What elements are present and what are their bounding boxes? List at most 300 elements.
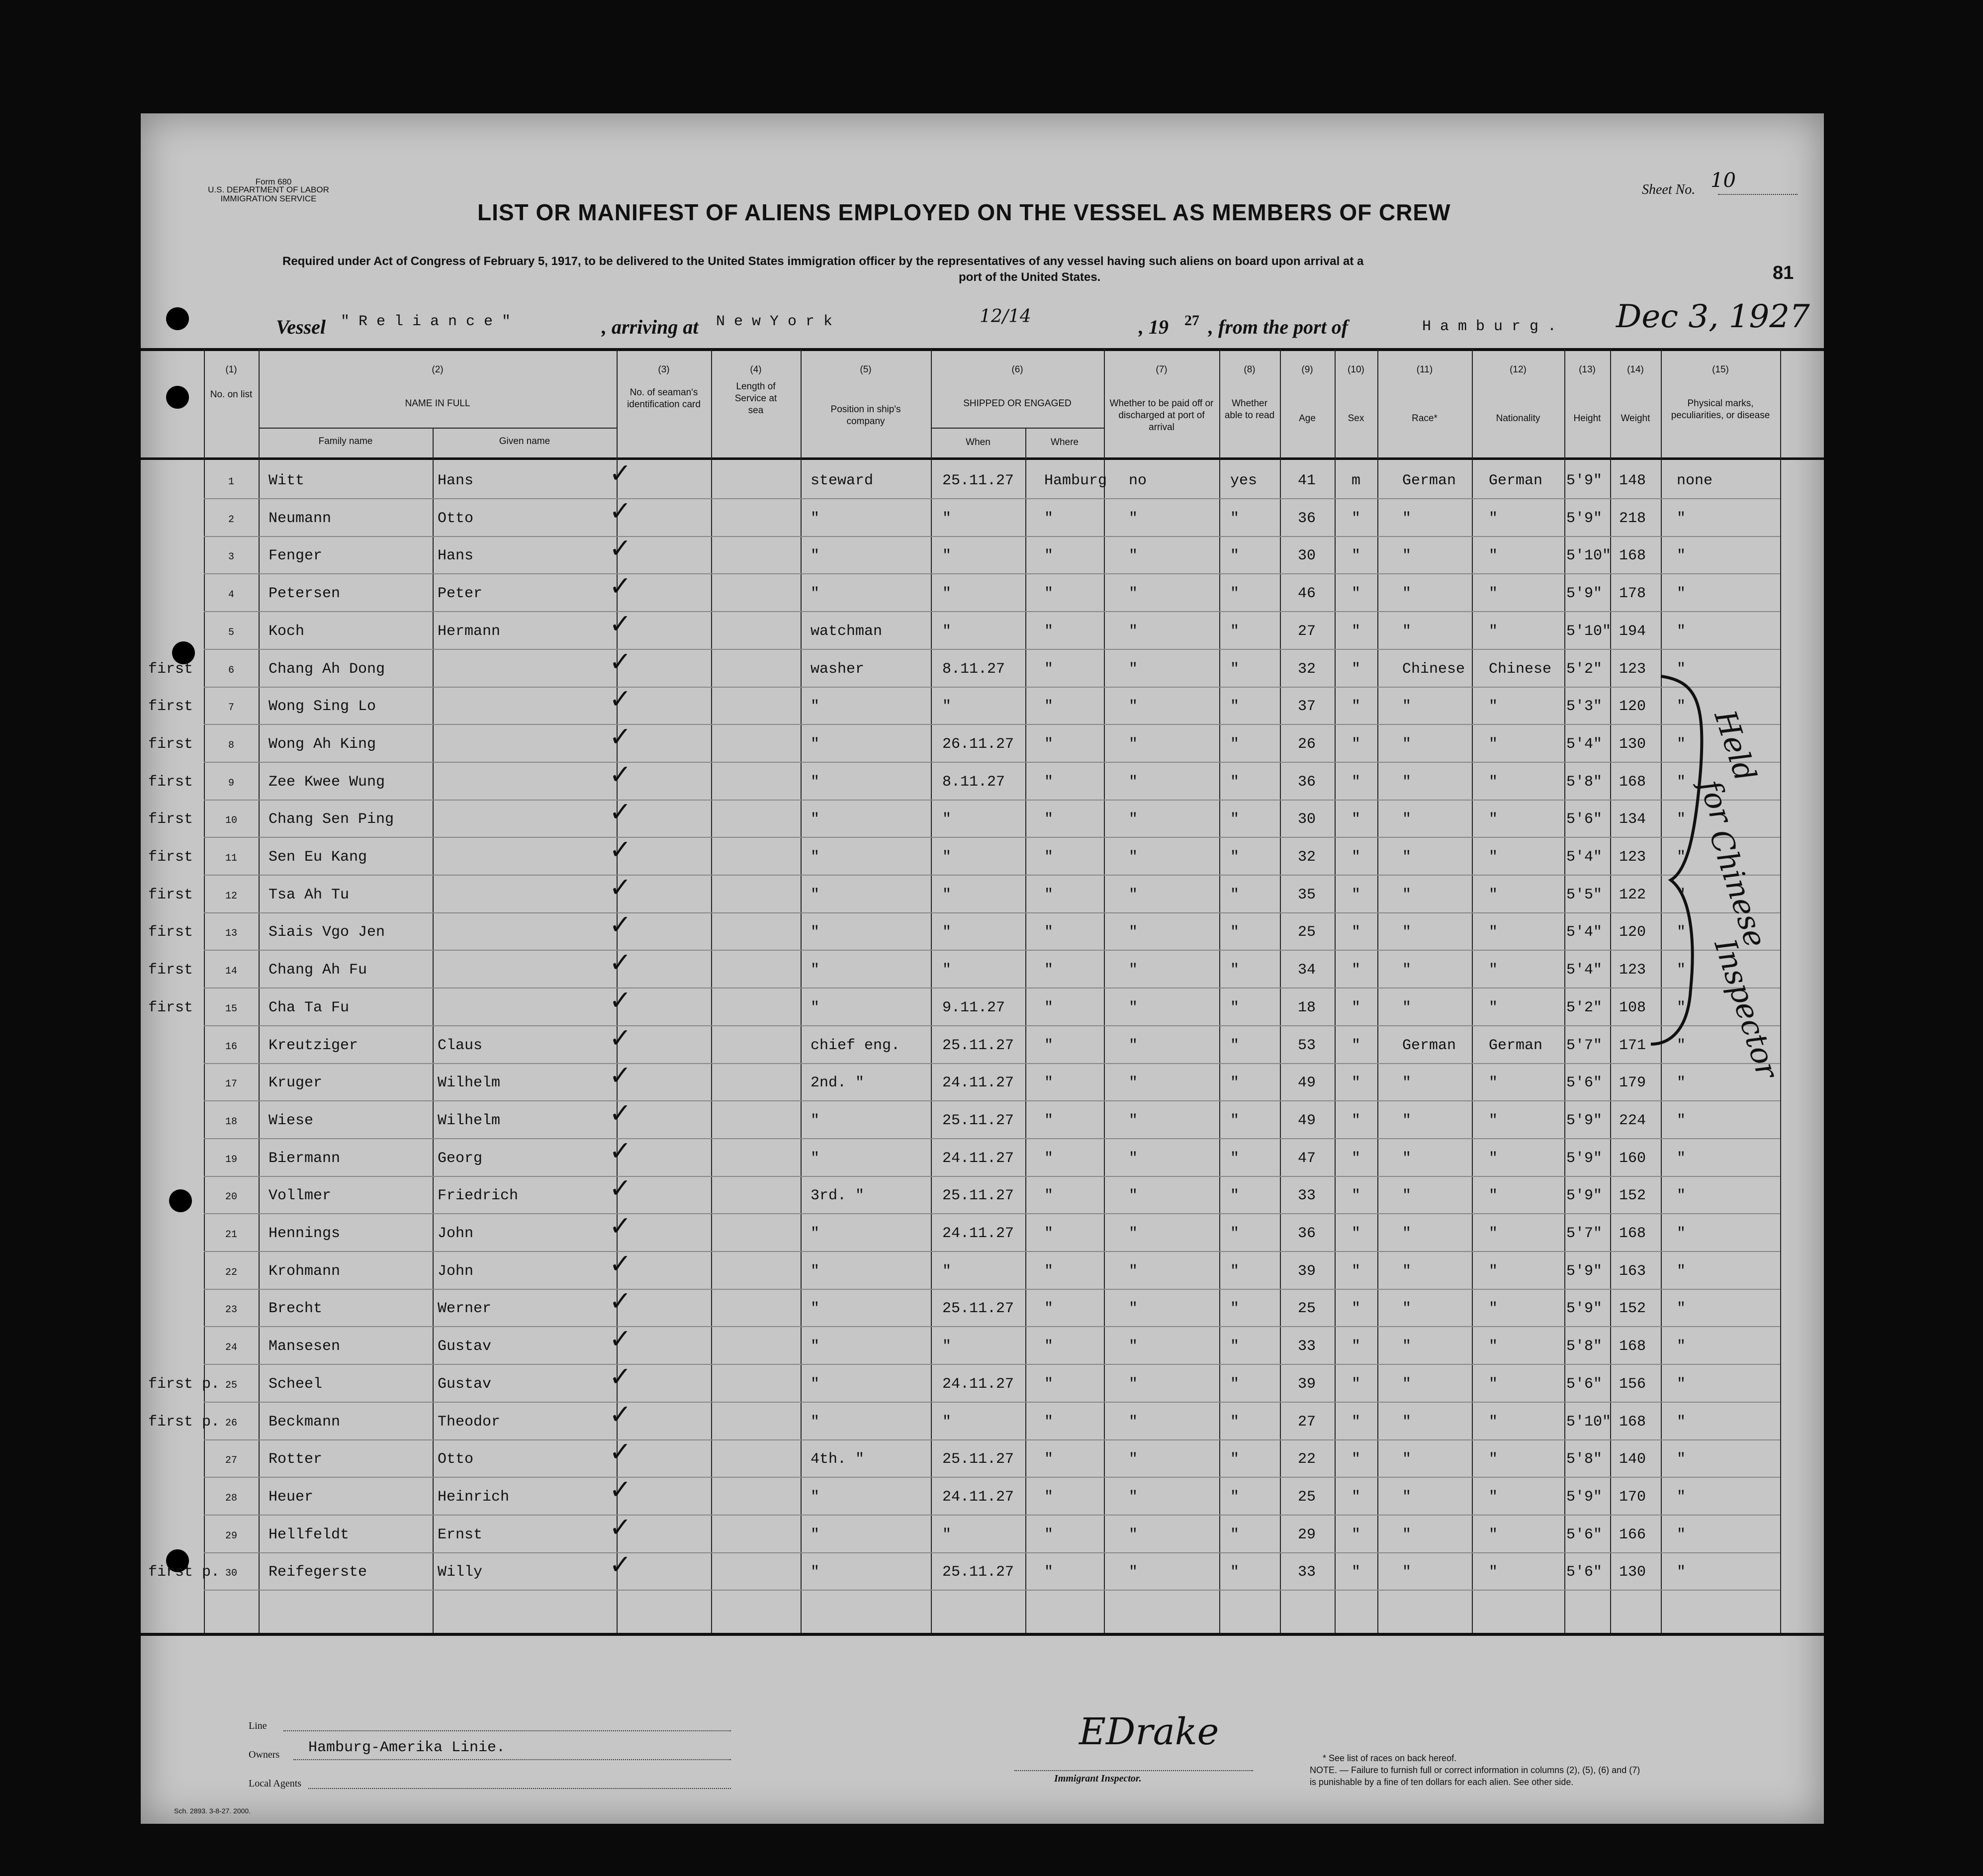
row-shipped-when: 26.11.27 — [942, 736, 1014, 753]
col-10-header: Sex — [1348, 413, 1364, 424]
row-family-name: Tsa Ah Tu — [269, 887, 350, 903]
row-able-to-read: " — [1230, 1564, 1240, 1581]
row-weight: 108 — [1619, 999, 1646, 1016]
id-card-check-icon: ✓ — [609, 1172, 632, 1204]
row-shipped-when: 25.11.27 — [942, 1112, 1014, 1129]
row-weight: 152 — [1619, 1187, 1646, 1204]
row-number: 4 — [228, 589, 234, 601]
row-rule — [204, 649, 1780, 650]
row-paid-off: " — [1129, 1112, 1138, 1129]
line-field — [283, 1730, 731, 1731]
row-given-name: Gustav — [438, 1338, 492, 1355]
id-card-check-icon: ✓ — [609, 834, 632, 865]
row-race: " — [1402, 1451, 1412, 1468]
row-sex: " — [1352, 1564, 1361, 1581]
row-rule — [204, 1289, 1780, 1290]
row-physical-marks: none — [1677, 472, 1713, 489]
row-margin-mark: first p. — [148, 1564, 220, 1581]
row-family-name: Petersen — [269, 585, 341, 602]
row-rule — [204, 1063, 1780, 1064]
row-position: " — [811, 736, 820, 753]
row-shipped-where: " — [1044, 623, 1054, 640]
id-card-check-icon: ✓ — [609, 1135, 632, 1166]
row-nationality: " — [1489, 510, 1498, 527]
id-card-check-icon: ✓ — [609, 759, 632, 790]
row-able-to-read: " — [1230, 1225, 1240, 1242]
row-rule — [204, 1515, 1780, 1516]
table-bottom-rule — [141, 1633, 1824, 1636]
row-able-to-read: " — [1230, 1074, 1240, 1091]
row-given-name: Otto — [438, 510, 474, 527]
col-6-where-header: Where — [1051, 437, 1079, 447]
row-position: " — [811, 1112, 820, 1129]
row-shipped-when: 25.11.27 — [942, 1564, 1014, 1581]
row-number: 22 — [225, 1267, 237, 1278]
row-height: 5'9" — [1566, 1187, 1603, 1204]
row-able-to-read: " — [1230, 924, 1240, 941]
row-weight: 168 — [1619, 547, 1646, 564]
row-position: " — [811, 1376, 820, 1393]
row-height: 5'9" — [1566, 1112, 1603, 1129]
department-name: U.S. DEPARTMENT OF LABOR — [208, 185, 329, 194]
row-nationality: German — [1489, 1037, 1543, 1054]
row-able-to-read: " — [1230, 1150, 1240, 1167]
row-able-to-read: " — [1230, 849, 1240, 866]
table-top-rule — [141, 348, 1824, 351]
row-race: " — [1402, 585, 1412, 602]
row-number: 23 — [225, 1304, 237, 1316]
row-position: " — [811, 1414, 820, 1430]
side-note-line-3: Chinese — [1702, 825, 1773, 952]
id-card-check-icon: ✓ — [609, 1361, 632, 1392]
row-nationality: " — [1489, 811, 1498, 828]
col-13-header: Height — [1573, 413, 1601, 424]
inspector-signature: EDrake — [1079, 1710, 1219, 1753]
subheader-divider — [931, 428, 1104, 429]
row-weight: 134 — [1619, 811, 1646, 828]
row-physical-marks: " — [1677, 1112, 1686, 1129]
col-1-header: No. on list — [210, 389, 253, 400]
col-2-header: NAME IN FULL — [405, 398, 470, 409]
row-height: 5'8" — [1566, 774, 1603, 791]
row-age: 30 — [1298, 547, 1316, 564]
row-family-name: Zee Kwee Wung — [269, 774, 385, 791]
row-sex: " — [1352, 849, 1361, 866]
owners-value: Hamburg-Amerika Linie. — [308, 1739, 506, 1756]
row-nationality: " — [1489, 1451, 1498, 1468]
row-given-name: John — [438, 1225, 474, 1242]
row-shipped-when: " — [942, 1263, 952, 1280]
id-card-check-icon: ✓ — [609, 1060, 632, 1091]
row-paid-off: " — [1129, 1263, 1138, 1280]
row-given-name: Heinrich — [438, 1489, 510, 1506]
row-number: 11 — [225, 853, 237, 864]
row-rule — [204, 1552, 1780, 1553]
col-14-header: Weight — [1621, 413, 1650, 424]
col-2-number: (2) — [432, 364, 444, 375]
row-number: 19 — [225, 1154, 237, 1165]
row-given-name: Wilhelm — [438, 1112, 501, 1129]
row-rule — [204, 875, 1780, 876]
row-rule — [204, 912, 1780, 913]
arrival-port: N e w Y o r k — [716, 313, 833, 330]
row-rule — [204, 536, 1780, 537]
service-name: IMMIGRATION SERVICE — [220, 194, 317, 203]
row-sex: " — [1352, 1263, 1361, 1280]
row-position: " — [811, 510, 820, 527]
row-sex: " — [1352, 1526, 1361, 1543]
row-height: 5'9" — [1566, 1300, 1603, 1317]
row-age: 46 — [1298, 585, 1316, 602]
row-sex: " — [1352, 736, 1361, 753]
row-physical-marks: " — [1677, 962, 1686, 979]
row-physical-marks: " — [1677, 1451, 1686, 1468]
row-family-name: Kreutziger — [269, 1037, 359, 1054]
row-shipped-where: " — [1044, 1187, 1054, 1204]
col-13-number: (13) — [1579, 364, 1596, 375]
row-number: 28 — [225, 1493, 237, 1504]
row-shipped-when: 24.11.27 — [942, 1225, 1014, 1242]
col-14-number: (14) — [1627, 364, 1644, 375]
row-height: 5'8" — [1566, 1451, 1603, 1468]
row-race: German — [1402, 1037, 1456, 1054]
row-age: 41 — [1298, 472, 1316, 489]
col-2-given-header: Given name — [499, 436, 550, 447]
row-physical-marks: " — [1677, 999, 1686, 1016]
row-shipped-when: 25.11.27 — [942, 1300, 1014, 1317]
row-able-to-read: " — [1230, 1526, 1240, 1543]
row-height: 5'3" — [1566, 698, 1603, 715]
row-shipped-when: 24.11.27 — [942, 1074, 1014, 1091]
row-number: 9 — [228, 778, 234, 789]
row-given-name: John — [438, 1263, 474, 1280]
row-physical-marks: " — [1677, 774, 1686, 791]
row-age: 49 — [1298, 1074, 1316, 1091]
row-weight: 152 — [1619, 1300, 1646, 1317]
col-4-header: Length of Service at sea — [734, 381, 777, 416]
row-age: 18 — [1298, 999, 1316, 1016]
row-position: " — [811, 547, 820, 564]
row-family-name: Wong Ah King — [269, 736, 376, 753]
row-age: 37 — [1298, 698, 1316, 715]
row-given-name: Hans — [438, 547, 474, 564]
row-paid-off: " — [1129, 1564, 1138, 1581]
row-nationality: " — [1489, 1150, 1498, 1167]
row-family-name: Scheel — [269, 1376, 323, 1393]
row-race: " — [1402, 811, 1412, 828]
row-nationality: " — [1489, 774, 1498, 791]
row-shipped-where: " — [1044, 661, 1054, 678]
col-10-number: (10) — [1348, 364, 1364, 375]
row-shipped-where: " — [1044, 1300, 1054, 1317]
row-margin-mark: first p. — [148, 1414, 220, 1430]
row-shipped-when: 25.11.27 — [942, 472, 1014, 489]
col-11-number: (11) — [1416, 364, 1433, 375]
row-number: 12 — [225, 891, 237, 902]
col-7-number: (7) — [1156, 364, 1168, 375]
row-nationality: " — [1489, 1263, 1498, 1280]
col-5-number: (5) — [860, 364, 872, 375]
row-number: 14 — [225, 966, 237, 977]
row-family-name: Sen Eu Kang — [269, 849, 367, 866]
row-family-name: Siais Vgo Jen — [269, 924, 385, 941]
row-paid-off: " — [1129, 1187, 1138, 1204]
row-weight: 123 — [1619, 661, 1646, 678]
row-able-to-read: " — [1230, 1263, 1240, 1280]
row-race: " — [1402, 1187, 1412, 1204]
footnote-races: * See list of races on back hereof. — [1323, 1753, 1457, 1763]
row-shipped-where: " — [1044, 1225, 1054, 1242]
row-age: 33 — [1298, 1338, 1316, 1355]
row-age: 29 — [1298, 1526, 1316, 1543]
col-8-number: (8) — [1244, 364, 1256, 375]
id-card-check-icon: ✓ — [609, 796, 632, 827]
row-shipped-when: " — [942, 547, 952, 564]
side-note-line-2: for — [1692, 776, 1739, 828]
row-rule — [204, 611, 1780, 612]
row-position: " — [811, 585, 820, 602]
row-family-name: Chang Sen Ping — [269, 811, 394, 828]
row-paid-off: " — [1129, 1150, 1138, 1167]
owners-label: Owners — [249, 1749, 280, 1760]
row-able-to-read: " — [1230, 1037, 1240, 1054]
row-paid-off: " — [1129, 1300, 1138, 1317]
row-nationality: " — [1489, 924, 1498, 941]
row-position: " — [811, 887, 820, 903]
row-physical-marks: " — [1677, 1037, 1686, 1054]
row-sex: " — [1352, 1451, 1361, 1468]
row-physical-marks: " — [1677, 698, 1686, 715]
row-number: 24 — [225, 1342, 237, 1353]
row-nationality: " — [1489, 585, 1498, 602]
row-paid-off: " — [1129, 661, 1138, 678]
row-number: 25 — [225, 1380, 237, 1391]
row-shipped-where: " — [1044, 736, 1054, 753]
col-3-number: (3) — [658, 364, 670, 375]
row-paid-off: " — [1129, 962, 1138, 979]
row-shipped-where: " — [1044, 999, 1054, 1016]
row-paid-off: " — [1129, 849, 1138, 866]
footnote-penalty-2: is punishable by a fine of ten dollars for each alien. See other side. — [1310, 1777, 1574, 1787]
row-number: 13 — [225, 928, 237, 939]
row-able-to-read: " — [1230, 1187, 1240, 1204]
row-rule — [204, 987, 1780, 988]
row-given-name: Ernst — [438, 1526, 483, 1543]
row-family-name: Beckmann — [269, 1414, 341, 1430]
row-weight: 120 — [1619, 924, 1646, 941]
row-family-name: Chang Ah Fu — [269, 962, 367, 979]
row-shipped-when: 25.11.27 — [942, 1451, 1014, 1468]
vessel-name: " R e l i a n c e " — [341, 313, 511, 330]
row-paid-off: " — [1129, 1414, 1138, 1430]
row-age: 27 — [1298, 623, 1316, 640]
id-card-check-icon: ✓ — [609, 1285, 632, 1317]
row-family-name: Hennings — [269, 1225, 341, 1242]
row-physical-marks: " — [1677, 1376, 1686, 1393]
col-5-header: Position in ship's company — [830, 404, 901, 427]
row-race: " — [1402, 698, 1412, 715]
row-sex: " — [1352, 623, 1361, 640]
row-shipped-where: " — [1044, 698, 1054, 715]
row-age: 27 — [1298, 1414, 1316, 1430]
row-position: chief eng. — [811, 1037, 901, 1054]
row-shipped-where: " — [1044, 510, 1054, 527]
row-age: 35 — [1298, 887, 1316, 903]
row-able-to-read: " — [1230, 1489, 1240, 1506]
row-able-to-read: " — [1230, 736, 1240, 753]
row-paid-off: " — [1129, 585, 1138, 602]
col-8-header: Whether able to read — [1224, 398, 1275, 421]
row-given-name: Wilhelm — [438, 1074, 501, 1091]
row-rule — [204, 1364, 1780, 1365]
row-family-name: Hellfeldt — [269, 1526, 350, 1543]
row-weight: 224 — [1619, 1112, 1646, 1129]
row-able-to-read: " — [1230, 1338, 1240, 1355]
arriving-label: , arriving at — [602, 316, 699, 338]
row-number: 29 — [225, 1530, 237, 1542]
row-shipped-when: 24.11.27 — [942, 1489, 1014, 1506]
row-paid-off: " — [1129, 1074, 1138, 1091]
col-9-number: (9) — [1301, 364, 1313, 375]
row-able-to-read: " — [1230, 1414, 1240, 1430]
row-nationality: " — [1489, 623, 1498, 640]
row-nationality: " — [1489, 1414, 1498, 1430]
id-card-check-icon: ✓ — [609, 1549, 632, 1580]
row-sex: " — [1352, 1376, 1361, 1393]
row-height: 5'5" — [1566, 887, 1603, 903]
row-shipped-when: 25.11.27 — [942, 1187, 1014, 1204]
row-age: 22 — [1298, 1451, 1316, 1468]
col-15-header: Physical marks, peculiarities, or disease — [1671, 398, 1770, 421]
year-label: , 19 — [1139, 316, 1169, 338]
row-position: washer — [811, 661, 865, 678]
row-number: 2 — [228, 514, 234, 526]
row-family-name: Heuer — [269, 1489, 314, 1506]
col-3-header: No. of seaman's identification card — [627, 387, 701, 410]
row-nationality: " — [1489, 736, 1498, 753]
footnote-penalty-1: NOTE. — Failure to furnish full or correct information in columns (2), (5), (6) and (7) — [1310, 1765, 1640, 1775]
row-weight: 130 — [1619, 736, 1646, 753]
row-number: 20 — [225, 1191, 237, 1203]
row-weight: 218 — [1619, 510, 1646, 527]
row-shipped-when: " — [942, 1414, 952, 1430]
row-able-to-read: " — [1230, 999, 1240, 1016]
row-shipped-when: 25.11.27 — [942, 1037, 1014, 1054]
subtitle-line-1: Required under Act of Congress of February 5, 1917, to be delivered to the United States immigration officer by the representatives of any vessel having such aliens on board upon arrival at a — [282, 255, 1364, 268]
row-height: 5'9" — [1566, 472, 1603, 489]
row-weight: 170 — [1619, 1489, 1646, 1506]
col-9-header: Age — [1299, 413, 1316, 424]
row-rule — [204, 837, 1780, 838]
row-able-to-read: yes — [1230, 472, 1258, 489]
row-paid-off: " — [1129, 924, 1138, 941]
row-height: 5'10" — [1566, 623, 1612, 640]
row-shipped-where: " — [1044, 774, 1054, 791]
vessel-label: Vessel — [276, 316, 326, 338]
row-rule — [204, 724, 1780, 725]
column-divider — [433, 428, 434, 1633]
row-height: 5'6" — [1566, 1526, 1603, 1543]
row-height: 5'9" — [1566, 1263, 1603, 1280]
row-paid-off: no — [1129, 472, 1147, 489]
row-height: 5'9" — [1566, 1489, 1603, 1506]
row-family-name: Krohmann — [269, 1263, 341, 1280]
punch-hole — [169, 1189, 192, 1212]
row-sex: " — [1352, 1414, 1361, 1430]
row-shipped-where: " — [1044, 1526, 1054, 1543]
row-physical-marks: " — [1677, 623, 1686, 640]
row-nationality: " — [1489, 849, 1498, 866]
row-height: 5'4" — [1566, 962, 1603, 979]
departure-port: H a m b u r g . — [1422, 318, 1557, 335]
id-card-check-icon: ✓ — [609, 984, 632, 1016]
row-able-to-read: " — [1230, 698, 1240, 715]
row-physical-marks: " — [1677, 924, 1686, 941]
row-paid-off: " — [1129, 1225, 1138, 1242]
row-rule — [204, 1213, 1780, 1214]
row-weight: 122 — [1619, 887, 1646, 903]
row-sex: " — [1352, 811, 1361, 828]
row-age: 34 — [1298, 962, 1316, 979]
row-shipped-when: " — [942, 962, 952, 979]
row-physical-marks: " — [1677, 1225, 1686, 1242]
row-position: steward — [811, 472, 874, 489]
row-number: 6 — [228, 665, 234, 676]
row-number: 30 — [225, 1568, 237, 1579]
col-15-number: (15) — [1712, 364, 1729, 375]
row-able-to-read: " — [1230, 623, 1240, 640]
row-position: " — [811, 1564, 820, 1581]
row-sex: " — [1352, 547, 1361, 564]
row-race: " — [1402, 1338, 1412, 1355]
id-card-check-icon: ✓ — [609, 1097, 632, 1129]
row-nationality: " — [1489, 1338, 1498, 1355]
row-shipped-where: " — [1044, 1037, 1054, 1054]
row-race: " — [1402, 999, 1412, 1016]
row-height: 5'9" — [1566, 510, 1603, 527]
row-position: 3rd. " — [811, 1187, 865, 1204]
row-physical-marks: " — [1677, 1526, 1686, 1543]
row-paid-off: " — [1129, 811, 1138, 828]
row-family-name: Chang Ah Dong — [269, 661, 385, 678]
row-rule — [204, 1326, 1780, 1327]
row-given-name: Otto — [438, 1451, 474, 1468]
page-number: 81 — [1773, 263, 1794, 283]
row-weight: 160 — [1619, 1150, 1646, 1167]
row-height: 5'6" — [1566, 811, 1603, 828]
subheader-divider — [259, 428, 617, 429]
row-weight: 168 — [1619, 1225, 1646, 1242]
row-sex: " — [1352, 1037, 1361, 1054]
row-rule — [204, 762, 1780, 763]
row-race: " — [1402, 1526, 1412, 1543]
row-position: " — [811, 1526, 820, 1543]
row-shipped-when: " — [942, 585, 952, 602]
id-card-check-icon: ✓ — [609, 1248, 632, 1279]
row-margin-mark: first — [148, 962, 193, 979]
col-12-header: Nationality — [1496, 413, 1540, 424]
row-shipped-where: " — [1044, 962, 1054, 979]
row-race: " — [1402, 1300, 1412, 1317]
row-family-name: Wiese — [269, 1112, 314, 1129]
row-margin-mark: first — [148, 849, 193, 866]
row-nationality: " — [1489, 547, 1498, 564]
row-position: " — [811, 1300, 820, 1317]
row-height: 5'2" — [1566, 661, 1603, 678]
row-position: " — [811, 999, 820, 1016]
row-family-name: Reifegerste — [269, 1564, 367, 1581]
row-given-name: Hans — [438, 472, 474, 489]
